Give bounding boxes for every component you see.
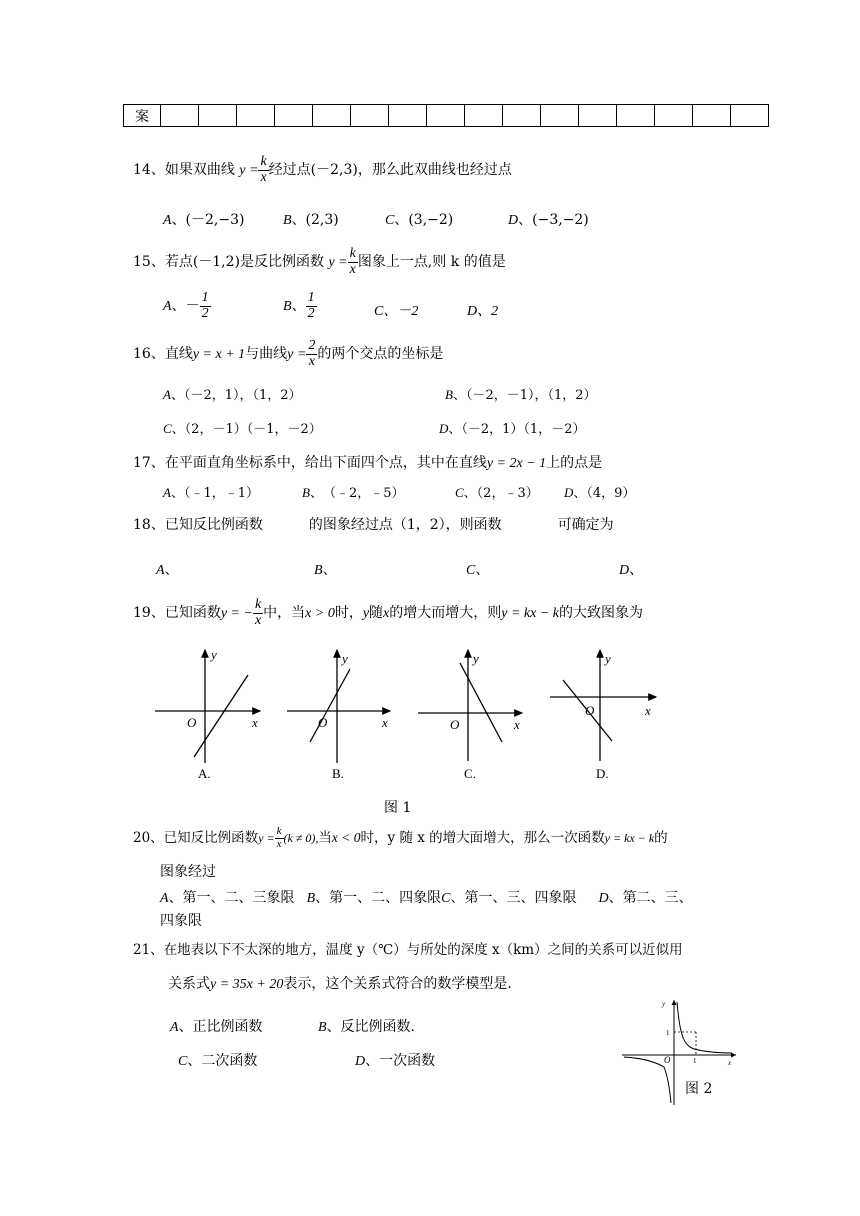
- option-fraction: [306, 291, 317, 321]
- fig2-one-x: 1: [693, 1057, 697, 1065]
- q18-part2: 的图象经过点（1，2），则函数: [308, 517, 502, 533]
- q20-option-a[interactable]: [160, 890, 295, 906]
- q17-eq: y = 2x − 1: [486, 456, 547, 471]
- q18-part3: 可确定为: [557, 517, 614, 533]
- option-text: 、（－2，1）（1，－2）: [448, 422, 586, 437]
- option-text: 、（﹣1，﹣1）: [170, 486, 259, 501]
- option-letter: D: [598, 891, 609, 906]
- option-letter: A: [163, 213, 172, 228]
- q19-numerator: k: [254, 597, 262, 612]
- option-letter: B: [306, 891, 316, 906]
- figure-1-caption: 图 1: [384, 800, 412, 816]
- question-20: [133, 826, 668, 851]
- fig2-one-y: 1: [666, 1029, 670, 1037]
- option-text: 、（－2，－1），（1，2）: [452, 388, 597, 403]
- q21-line2: [168, 973, 512, 993]
- q16-option-d[interactable]: [439, 418, 585, 437]
- q15-option-d[interactable]: [467, 300, 498, 320]
- option-letter: D: [439, 421, 449, 436]
- option-text: 、第一、三、四象限: [450, 890, 577, 906]
- q21-eq: y = 35x + 20: [210, 977, 284, 992]
- option-text: 、（－2，1），（1，2）: [170, 388, 302, 403]
- q20-option-c[interactable]: [441, 890, 576, 906]
- graph-a-label: A.: [198, 766, 211, 781]
- q20-eq: y =: [258, 831, 275, 845]
- option-letter: C: [178, 1054, 188, 1069]
- q20-options-row: [160, 887, 693, 907]
- graph-b-y-label: y: [342, 651, 348, 666]
- option-text: 、正比例函数: [178, 1019, 263, 1035]
- option-text: 、二次函数: [187, 1053, 258, 1069]
- q20-fraction: [275, 826, 284, 850]
- option-text: 、: [629, 562, 644, 578]
- q14-numerator: k: [260, 154, 267, 169]
- option-letter: C: [374, 304, 384, 319]
- option-text: 、第一、二、四象限: [315, 890, 442, 906]
- q18-option-a[interactable]: [156, 559, 179, 579]
- question-19: [133, 598, 643, 628]
- q21-option-c[interactable]: [178, 1050, 257, 1070]
- option-letter: A: [163, 299, 172, 315]
- option-letter: D: [508, 213, 519, 228]
- fig2-origin: O: [664, 1055, 671, 1065]
- q20-cond: (k ≠ 0),: [283, 831, 319, 845]
- option-letter: A: [160, 891, 169, 906]
- q16-option-c[interactable]: [163, 418, 322, 437]
- graph-b-origin: O: [318, 715, 328, 730]
- option-fraction: [200, 291, 211, 321]
- option-text: 、(3,−2): [394, 212, 454, 228]
- figure-2-caption: 图 2: [685, 1081, 713, 1097]
- q17-option-a[interactable]: [163, 482, 259, 501]
- option-text: 、: [322, 562, 337, 578]
- option-text: 、(2,3): [291, 212, 339, 228]
- q14-option-c[interactable]: [385, 209, 453, 229]
- option-text: 、（4，9）: [573, 486, 636, 501]
- option-text: 、第一、二、三象限: [168, 890, 295, 906]
- option-letter: B: [318, 1020, 327, 1035]
- q16-option-a[interactable]: [163, 384, 302, 403]
- q15-rest: 图象上一点,则 k 的值是: [357, 254, 506, 271]
- answer-cell: [313, 105, 351, 127]
- q19-denominator: x: [254, 612, 262, 628]
- q16-rest: 的两个交点的坐标是: [317, 346, 444, 363]
- q14-option-a[interactable]: [163, 209, 244, 229]
- q18-part1: 18、已知反比例函数: [133, 517, 263, 533]
- answer-cell: [731, 105, 769, 127]
- answer-cell: [199, 105, 237, 127]
- q18-option-b[interactable]: [314, 559, 337, 579]
- fig2-x-label: x: [728, 1059, 732, 1067]
- answer-cell: [617, 105, 655, 127]
- answer-table: [123, 104, 769, 127]
- q14-rest: 经过点(－2,3)，那么此双曲线也经过点: [268, 162, 512, 179]
- q18-option-d[interactable]: [619, 559, 643, 579]
- graph-c-origin: O: [450, 717, 460, 732]
- option-text: 、－2: [383, 304, 419, 319]
- q14-denominator: x: [260, 169, 267, 185]
- q17-text: 17、在平面直角坐标系中，给出下面四个点，其中在直线: [133, 455, 487, 471]
- q19-y: y: [362, 606, 370, 622]
- q20-option-d[interactable]: [598, 890, 692, 906]
- q19-fraction: [253, 598, 263, 628]
- option-text: 、(－2,−3): [171, 212, 245, 228]
- graph-a-y-label: y: [211, 647, 217, 662]
- q17-option-c[interactable]: [455, 482, 539, 501]
- option-letter: C: [466, 563, 476, 578]
- q17-option-d[interactable]: [564, 482, 635, 501]
- answer-cell: [351, 105, 389, 127]
- answer-cell: [655, 105, 693, 127]
- q19-cond: x > 0: [305, 606, 335, 622]
- option-text: 、第二、三、: [608, 890, 693, 906]
- option-letter: B: [314, 563, 323, 578]
- question-17: [133, 452, 602, 472]
- graph-a-x-label: x: [252, 715, 258, 730]
- q15-numerator: k: [349, 246, 356, 261]
- answer-cell: [389, 105, 427, 127]
- graph-d-x-label: x: [645, 703, 651, 718]
- option-letter: A: [170, 1020, 179, 1035]
- q19-mid4: 的增大而增大，则: [389, 605, 502, 622]
- graph-d-origin: O: [585, 703, 595, 718]
- option-letter: D: [564, 485, 574, 500]
- option-text: 、（2，－1）（－1，－2）: [171, 422, 322, 437]
- option-denominator: 2: [201, 305, 209, 321]
- q15-denominator: x: [349, 261, 356, 277]
- q14-text: 14、如果双曲线: [133, 162, 235, 179]
- graph-a-origin: O: [187, 715, 197, 730]
- option-letter: B: [445, 387, 453, 402]
- q20-text: 20、已知反比例函数: [133, 830, 259, 846]
- graph-b-x-label: x: [382, 715, 388, 730]
- graph-a: [155, 647, 260, 781]
- q16-fraction: [306, 339, 317, 369]
- option-letter: B: [283, 299, 292, 315]
- answer-cell: [693, 105, 731, 127]
- figure-2-graph: [620, 997, 740, 1107]
- q20-option-d-wrap: 四象限: [160, 913, 202, 929]
- option-letter: C: [455, 485, 464, 500]
- option-letter: A: [163, 485, 171, 500]
- q20-mid1: 当: [318, 830, 332, 846]
- graph-c-y-label: y: [473, 651, 479, 666]
- q21-option-d[interactable]: [355, 1050, 435, 1070]
- answer-cell: [541, 105, 579, 127]
- graph-b: [287, 650, 390, 781]
- q19-mid1: 中，当: [263, 605, 306, 622]
- answer-cell: [161, 105, 199, 127]
- q15-option-b[interactable]: [283, 291, 317, 321]
- q16-text: 16、直线: [133, 346, 193, 363]
- q15-text: 15、若点(－1,2)是反比例函数: [133, 254, 325, 271]
- option-letter: B: [283, 213, 292, 228]
- q14-option-b[interactable]: [283, 209, 339, 229]
- option-text: 、: [291, 298, 306, 315]
- q16-denominator: x: [308, 353, 315, 369]
- q19-mid2: 时，: [334, 605, 363, 622]
- q15-eq: y =: [328, 255, 348, 271]
- q15-fraction: [348, 247, 358, 277]
- option-text: 、－: [171, 298, 200, 315]
- q20-mid2: 时，y 随 x 的增大面增大，那么一次函数: [360, 830, 605, 846]
- option-letter: C: [385, 213, 395, 228]
- q15-option-a[interactable]: [163, 291, 211, 321]
- fig2-y-label: y: [662, 1000, 666, 1008]
- graph-c-label: C.: [464, 766, 476, 781]
- q15-option-c[interactable]: [374, 300, 418, 320]
- q16-curve-eq: y =: [287, 347, 307, 363]
- q20-rest: 的: [654, 830, 668, 846]
- q20-line2: 图象经过: [160, 864, 216, 880]
- q17-rest: 上的点是: [546, 455, 603, 471]
- q14-option-d[interactable]: [508, 209, 589, 229]
- answer-cell: [465, 105, 503, 127]
- answer-table-label: 案: [124, 105, 161, 127]
- option-text: 、2: [477, 304, 499, 319]
- q19-xv: x: [383, 606, 390, 622]
- option-letter: D: [355, 1054, 366, 1069]
- answer-cell: [503, 105, 541, 127]
- option-letter: D: [619, 563, 630, 578]
- q17-option-b[interactable]: [302, 482, 405, 501]
- question-18: [133, 514, 614, 534]
- q14-fraction: [258, 155, 268, 185]
- option-letter: B: [302, 485, 310, 500]
- q21-option-b[interactable]: [318, 1016, 415, 1036]
- option-text: 、反比例函数.: [326, 1019, 416, 1035]
- option-text: 、(−3,−2): [518, 212, 589, 228]
- option-text: 、: [475, 562, 490, 578]
- option-letter: A: [163, 387, 171, 402]
- option-letter: C: [441, 891, 451, 906]
- question-16: [133, 339, 443, 369]
- question-21: 21、在地表以下不太深的地方，温度 y（℃）与所处的深度 x（km）之间的关系可以近似用: [133, 942, 683, 958]
- graph-d-label: D.: [596, 766, 609, 781]
- answer-cell: [275, 105, 313, 127]
- q14-eq: y =: [239, 163, 259, 179]
- q19-eq2: y = kx − k: [501, 606, 560, 622]
- option-numerator: 1: [307, 290, 315, 305]
- question-15: [133, 247, 506, 277]
- graph-d-y-label: y: [605, 651, 611, 666]
- option-text: 、 （﹣2，﹣5）: [309, 486, 405, 501]
- answer-cell: [579, 105, 617, 127]
- q21-line2b: 表示，这个关系式符合的数学模型是.: [283, 976, 512, 992]
- graph-b-label: B.: [332, 766, 344, 781]
- q19-eq: y = −: [220, 606, 253, 622]
- q16-option-b[interactable]: [445, 384, 597, 403]
- q20-cond2: x < 0: [331, 830, 361, 845]
- option-denominator: 2: [307, 305, 315, 321]
- q16-line-eq: y = x + 1: [192, 347, 246, 363]
- graph-c-x-label: x: [514, 717, 520, 732]
- option-numerator: 1: [201, 290, 209, 305]
- q19-text: 19、已知函数: [133, 605, 221, 622]
- q20-numerator: k: [276, 825, 282, 838]
- q20-denominator: x: [276, 838, 282, 850]
- q21-line2a: 关系式: [168, 976, 210, 992]
- answer-cell: [427, 105, 465, 127]
- question-14: [133, 155, 512, 185]
- option-text: 、: [164, 562, 179, 578]
- q16-mid: 与曲线: [245, 346, 288, 363]
- option-letter: D: [467, 304, 478, 319]
- q21-option-a[interactable]: [170, 1016, 263, 1036]
- graph-d: [550, 650, 656, 781]
- q20-eq2: y = kx − k: [604, 831, 655, 845]
- option-text: 、（2，﹣3）: [463, 486, 539, 501]
- option-text: 、一次函数: [365, 1053, 436, 1069]
- graph-c: [418, 650, 522, 781]
- q19-graphs: [150, 645, 670, 785]
- option-letter: A: [156, 563, 165, 578]
- q20-option-b[interactable]: [307, 890, 442, 906]
- answer-cell: [237, 105, 275, 127]
- q19-mid3: 随: [369, 605, 384, 622]
- q16-numerator: 2: [308, 338, 316, 353]
- q18-option-c[interactable]: [466, 559, 489, 579]
- q19-rest: 的大致图象为: [559, 605, 644, 622]
- option-letter: C: [163, 421, 172, 436]
